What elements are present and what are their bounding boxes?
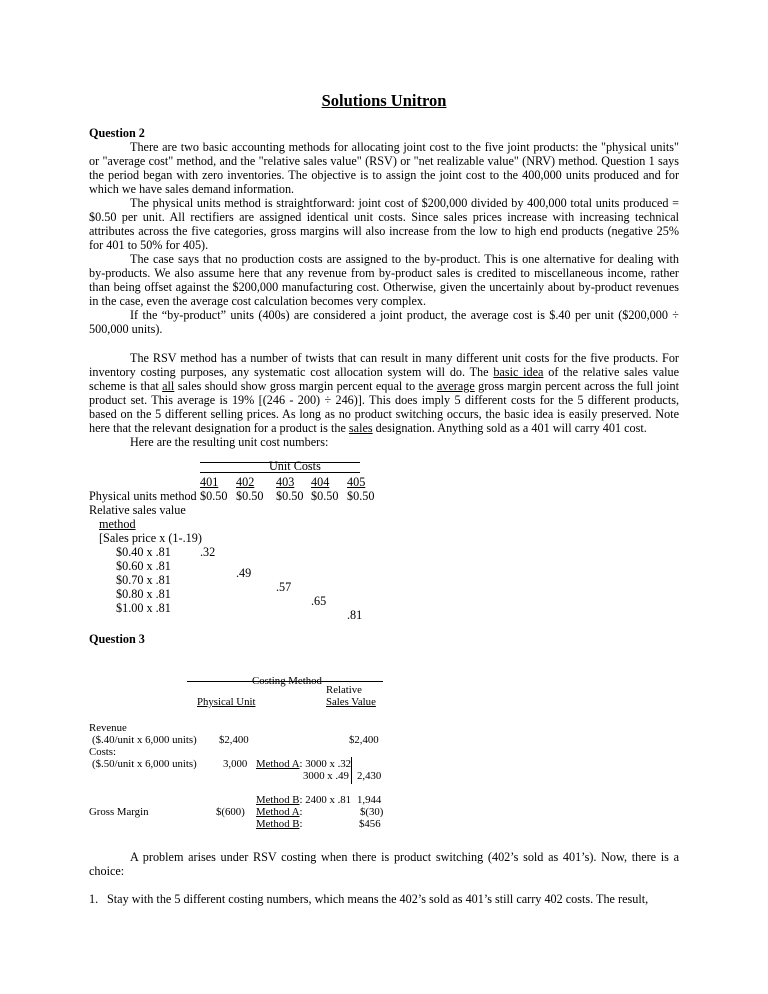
question-2-heading: Question 2 [89,126,145,140]
rsv-row-404-label: $0.80 x .81 [116,587,171,601]
rsv-label-method: method [99,517,136,531]
physical-403: $0.50 [276,489,304,503]
list-item-1-text: Stay with the 5 different costing numbers, which means the 402’s sold as 401’s still carry 402 costs. The result, [107,892,649,906]
method-a-cost-line2: 3000 x .49 [303,770,349,782]
costs-label: Costs: [89,746,117,758]
physical-405: $0.50 [347,489,375,503]
col-relative-2: Sales Value [326,696,376,708]
costing-method-header: Costing Method [252,675,322,687]
costs-detail: ($.50/unit x 6,000 units) [92,758,197,770]
rsv-row-401-label: $0.40 x .81 [116,545,171,559]
rsv-row-402-value: .49 [236,566,252,580]
paragraph-unit-cost-intro: Here are the resulting unit cost numbers: [130,435,329,449]
rsv-row-403-label: $0.70 x .81 [116,573,171,587]
col-402: 402 [236,475,255,489]
gross-margin-label: Gross Margin [89,806,149,818]
rsv-row-405-value: .81 [347,608,363,622]
revenue-physical: $2,400 [219,734,249,746]
revenue-label: Revenue [89,722,127,734]
rsv-formula: [Sales price x (1-.19) [99,531,202,545]
paragraph-average-cost: If the “by-product” units (400s) are considered a joint product, the average cost is $.40 per unit ($200,000 ÷ 500,000 units). [89,308,679,336]
gross-margin-method-a: Method A: [256,806,303,818]
rsv-row-403-value: .57 [276,580,292,594]
paragraph-accounting-methods: There are two basic accounting methods for allocating joint cost to the five joint products: the "physical units" or "average cost" method, and the "relative sales value" (RSV) or "net realizable value" (NRV) method. Question 1 says the period began with zero inventories. The objective is to assign the joint cost to the 400,000 units produced and for which we have sales demand information. [89,140,679,196]
physical-404: $0.50 [311,489,339,503]
physical-402: $0.50 [236,489,264,503]
col-401: 401 [200,475,219,489]
col-physical-unit: Physical Unit [197,696,256,708]
method-a-cost-value: 2,430 [357,770,382,782]
revenue-relative: $2,400 [349,734,379,746]
physical-401: $0.50 [200,489,228,503]
paragraph-physical-units: The physical units method is straightforward: joint cost of $200,000 divided by 400,000 total units produced = $0.50 per unit. All rectifiers are assigned identical unit costs. Since sales prices increase with increasing technical attributes across the five categories, gross margins will also increase from the low to high end products (negative 25% for 401 to 50% for 405). [89,196,679,252]
col-404: 404 [311,475,330,489]
costs-physical: 3,000 [223,758,248,770]
paragraph-product-switching: A problem arises under RSV costing when there is product switching (402’s sold as 401’s). Now, there is a choice: [89,850,679,878]
gross-margin-method-b: Method B: [256,818,303,830]
col-405: 405 [347,475,366,489]
method-b-cost: Method B: 2400 x .81 [256,794,352,806]
gross-margin-method-b-value: $456 [359,818,381,830]
revenue-detail: ($.40/unit x 6,000 units) [92,734,197,746]
rsv-row-405-label: $1.00 x .81 [116,601,171,615]
rsv-row-404-value: .65 [311,594,327,608]
question-3-heading: Question 3 [89,632,145,646]
gross-margin-method-a-value: $(30) [360,806,384,818]
paragraph-by-product: The case says that no production costs are assigned to the by-product. This is one alternative for dealing with by-products. We also assume here that any revenue from by-product sales is credited to miscellaneous income, rather than being offset against the $200,000 manufacturing cost. Otherwise, given the uncertainly about by-product revenues in the case, even the average cost calculation becomes very complex. [89,252,679,308]
paragraph-rsv-method: The RSV method has a number of twists that can result in many different unit costs for the five products. For inventory costing purposes, any systematic cost allocation system will do. The basic idea of the relative sales value scheme is that all sales should show gross margin percent equal to the average gross margin percent across the full joint product set. This average is 19% [(246 - 200) ÷ 246)]. This does imply 5 different costs for the 5 different products, based on the 5 different selling prices. As long as no product switching occurs, the basic idea is easily preserved. Note here that the relevant designation for a product is the sales designation. Anything sold as a 401 will carry 401 cost. [89,351,679,435]
col-relative-1: Relative [326,684,362,696]
unit-costs-header: Unit Costs [269,459,321,473]
rsv-label: Relative sales value [89,503,186,517]
rsv-row-402-label: $0.60 x .81 [116,559,171,573]
list-item-1-number: 1. [89,892,99,906]
page-title: Solutions Unitron [321,91,447,110]
gross-margin-physical: $(600) [216,806,245,818]
method-b-cost-value: 1,944 [357,794,382,806]
physical-units-label: Physical units method [89,489,197,503]
col-403: 403 [276,475,295,489]
rsv-row-401-value: .32 [200,545,216,559]
method-a-cost: Method A: 3000 x .32 [256,758,352,770]
